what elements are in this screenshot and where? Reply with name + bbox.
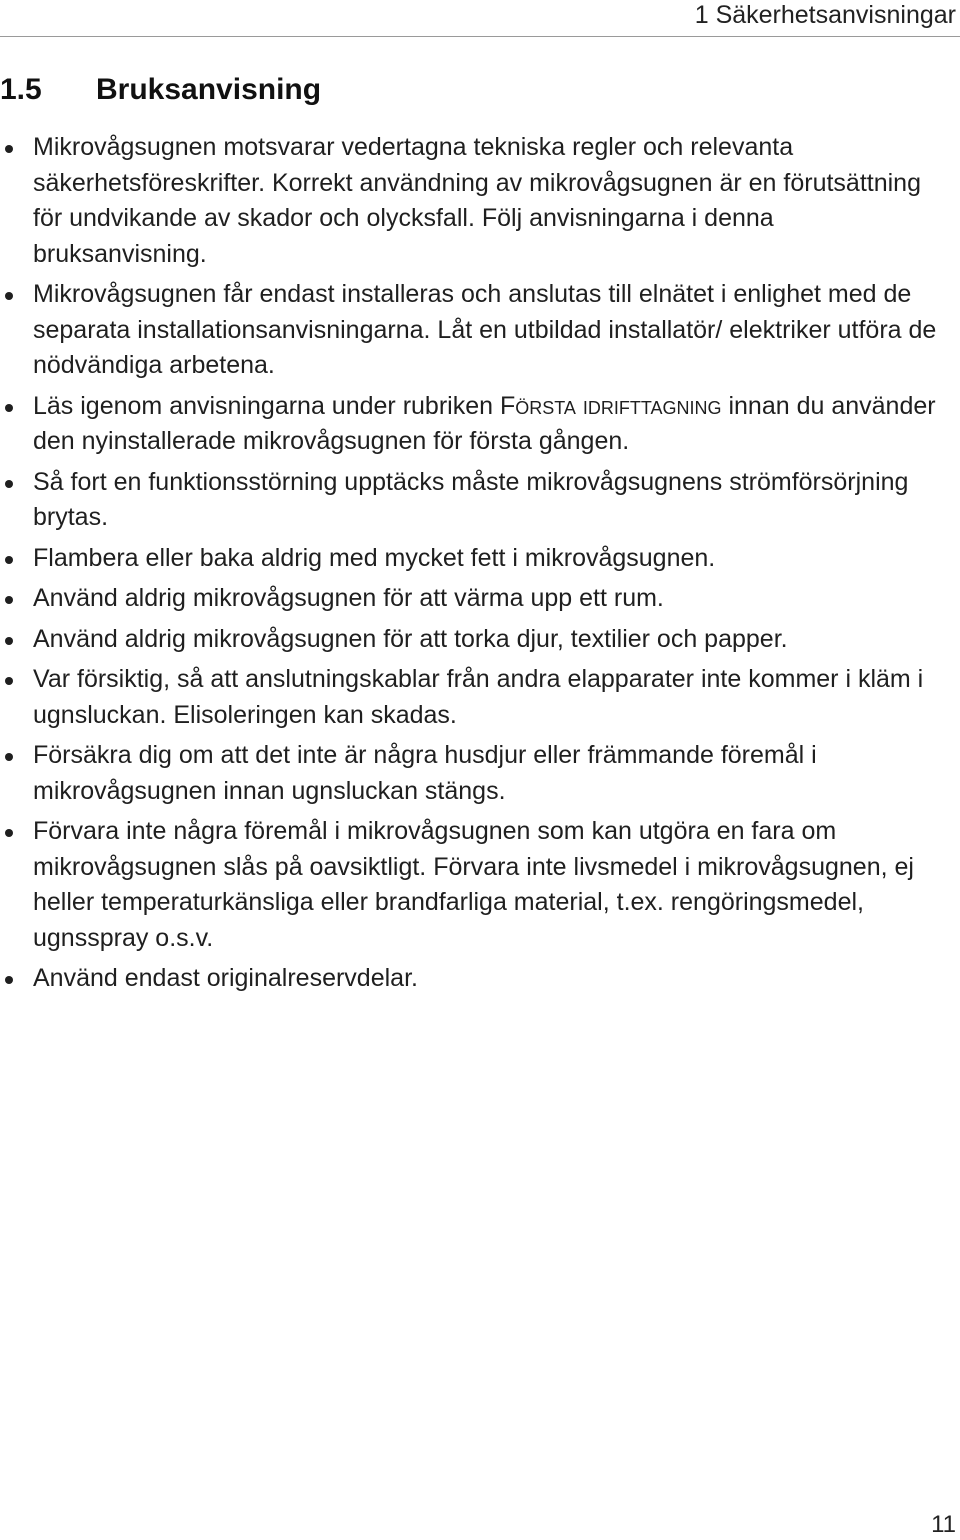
- list-item: [0, 814, 940, 956]
- bullet-icon: [5, 753, 13, 761]
- bullet-icon: [5, 829, 13, 837]
- list-item: [0, 389, 940, 460]
- list-item-text: Använd endast originalreservdelar.: [33, 964, 418, 992]
- list-item-text: Flambera eller baka aldrig med mycket fett i mikrovågsugnen.: [33, 543, 716, 572]
- bullet-icon: [5, 145, 13, 153]
- bullet-icon: [5, 480, 13, 488]
- list-item-text: Mikrovågsugnen motsvarar vedertagna tekniska regler och relevanta säkerhetsföreskrifter. Korrekt användning av mikrovågsugnen är en förutsättning för undvikande av skador och olycksfall. Följ anvisningarna i denna bruksanvisning.: [33, 133, 921, 268]
- section-reference: Första idrifttagning: [499, 391, 722, 420]
- list-item: [0, 961, 940, 997]
- list-item: [0, 622, 940, 658]
- list-item-text: Använd aldrig mikrovågsugnen för att värma upp ett rum.: [33, 584, 664, 612]
- bullet-icon: [5, 976, 13, 984]
- list-item: [0, 465, 940, 536]
- bullet-icon: [5, 596, 13, 604]
- list-item: [0, 738, 940, 809]
- list-item: [0, 541, 940, 577]
- list-item-text: Var försiktig, så att anslutningskablar från andra elapparater inte kommer i kläm i ugnsluckan. Elisoleringen kan skadas.: [33, 665, 924, 729]
- list-item: [0, 277, 940, 384]
- safety-instructions-list: [0, 130, 940, 1002]
- list-item: [0, 662, 940, 733]
- list-item-text: Försäkra dig om att det inte är några husdjur eller främmande föremål i mikrovågsugnen innan ugnsluckan stängs.: [33, 741, 817, 805]
- list-item: [0, 130, 940, 272]
- list-item-text-before: Läs igenom anvisningarna under rubriken: [33, 391, 500, 420]
- section-title: Bruksanvisning: [96, 73, 322, 106]
- header-divider: [0, 36, 960, 37]
- list-item-text-after: innan du använder den nyinstallerade mikrovågsugnen för första gången.: [33, 391, 936, 455]
- list-item-text: Använd aldrig mikrovågsugnen för att torka djur, textilier och papper.: [33, 624, 788, 653]
- list-item-text: Mikrovågsugnen får endast installeras och anslutas till elnätet i enlighet med de separata installationsanvisningarna. Låt en utbildad installatör/ elektriker utföra de nödvändiga arbetena.: [33, 280, 937, 379]
- page-number: 11: [931, 1511, 956, 1538]
- bullet-icon: [5, 677, 13, 685]
- list-item-text: Så fort en funktionsstörning upptäcks måste mikrovågsugnens strömförsörjning brytas.: [33, 467, 909, 531]
- bullet-icon: [5, 292, 13, 300]
- section-number: 1.5: [0, 73, 42, 106]
- section-heading: [0, 72, 321, 108]
- list-item-text: Förvara inte några föremål i mikrovågsugnen som kan utgöra en fara om mikrovågsugnen slås på oavsiktligt. Förvara inte livsmedel i mikrovågsugnen, ej heller temperaturkänsliga eller brandfarliga material, t.ex. rengöringsmedel, ugnsspray o.s.v.: [33, 817, 914, 952]
- list-item: [0, 581, 940, 617]
- bullet-icon: [5, 637, 13, 645]
- bullet-icon: [5, 556, 13, 564]
- running-header: 1 Säkerhetsanvisningar: [694, 1, 956, 29]
- bullet-icon: [5, 404, 13, 412]
